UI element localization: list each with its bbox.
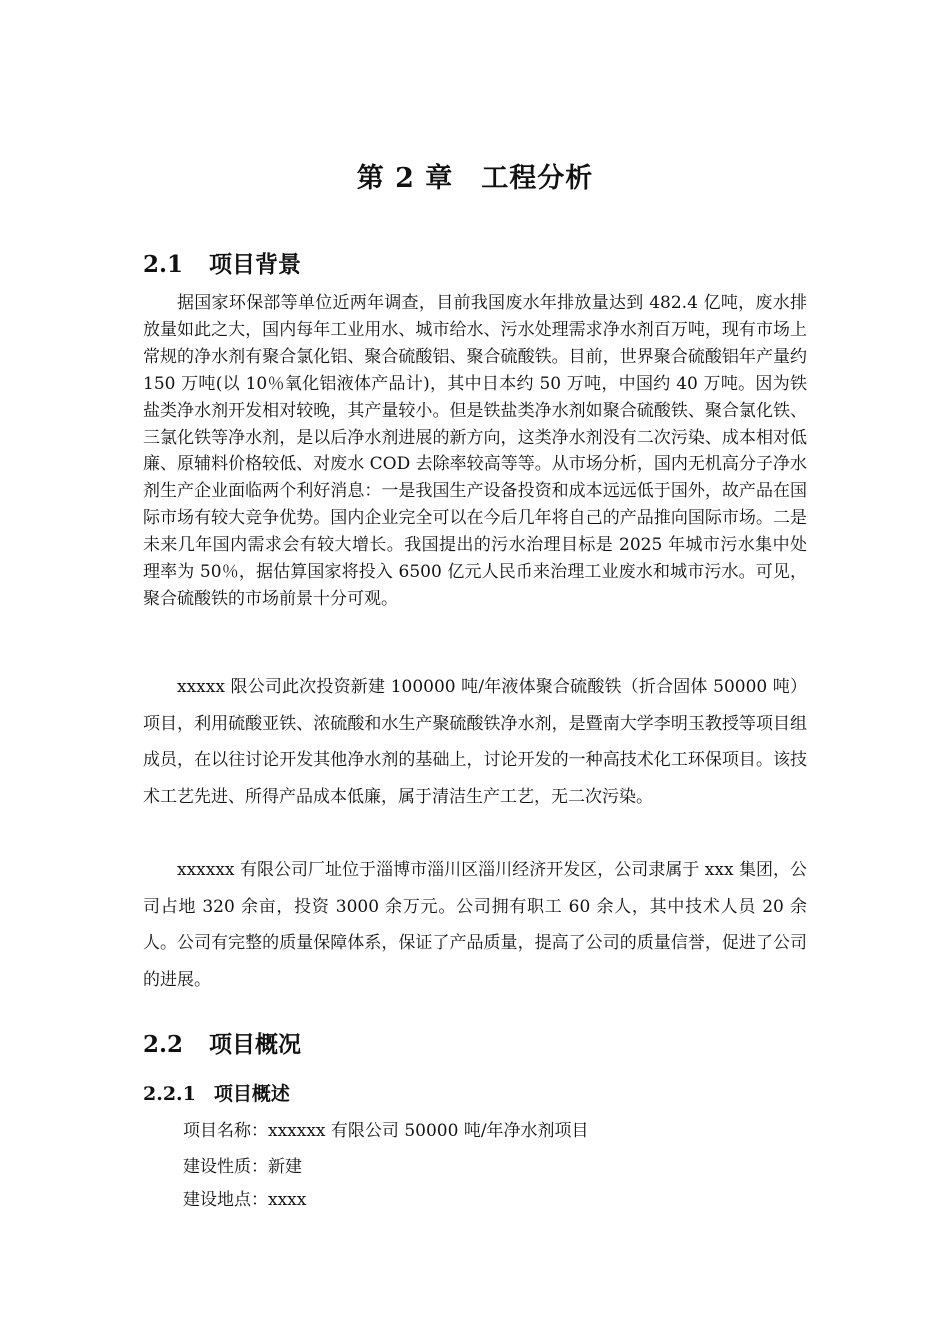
project-name-line: 项目名称：xxxxxx 有限公司 50000 吨/年净水剂项目 <box>183 1121 589 1141</box>
section-title: 项目背景 <box>209 251 302 278</box>
paragraph-project-intro: xxxxx 限公司此次投资新建 100000 吨/年液体聚合硫酸铁（折合固体 50000 吨）项目，利用硫酸亚铁、浓硫酸和水生产聚硫酸铁净水剂，是暨南大学李明玉教授等项目组成员，在以往讨论开发其他净水剂的基础上，讨论开发的一种高技术化工环保项目。该技术工艺先进、所得产品成本低廉，属于清洁生产工艺，无二次污染。 <box>143 677 807 808</box>
subsection-heading-2-2-1 <box>143 1079 290 1106</box>
section-number: 2.2 <box>143 1031 184 1058</box>
chapter-title: 第 2 章 工程分析 <box>356 163 594 194</box>
section-heading-2-1 <box>143 246 301 279</box>
section-heading-2-2 <box>143 1026 301 1059</box>
subsection-title: 项目概述 <box>213 1083 290 1105</box>
section-title: 项目概况 <box>209 1031 302 1058</box>
paragraph-company-intro: xxxxxx 有限公司厂址位于淄博市淄川区淄川经济开发区，公司隶属于 xxx 集团，公司占地 320 余亩，投资 3000 余万元。公司拥有职工 60 余人，其中技术人员 20 余人。公司有完整的质量保障体系，保证了产品质量，提高了公司的质量信誉，促进了公司的进展。 <box>143 860 807 991</box>
construction-nature-line: 建设性质：新建 <box>183 1157 302 1177</box>
section-number: 2.1 <box>143 251 184 278</box>
construction-site-line: 建设地点：xxxx <box>183 1190 307 1210</box>
paragraph-background: 据国家环保部等单位近两年调查，目前我国废水年排放量达到 482.4 亿吨，废水排放量如此之大，国内每年工业用水、城市给水、污水处理需求净水剂百万吨，现有市场上常规的净水剂有聚合氯化铝、聚合硫酸铝、聚合硫酸铁。目前，世界聚合硫酸铝年产量约 150 万吨(以 10％氧化铝液体产品计)，其中日本约 50 万吨，中国约 40 万吨。因为铁盐类净水剂开发相对较晚，其产量较小。但是铁盐类净水剂如聚合硫酸铁、聚合氯化铁、三氯化铁等净水剂，是以后净水剂进展的新方向，这类净水剂没有二次污染、成本相对低廉、原辅料价格较低、对废水 COD 去除率较高等等。从市场分析，国内无机高分子净水剂生产企业面临两个利好消息：一是我国生产设备投资和成本远远低于国外，故产品在国际市场有较大竞争优势。国内企业完全可以在今后几年将自己的产品推向国际市场。二是未来几年国内需求会有较大增长。我国提出的污水治理目标是 2025 年城市污水集中处理率为 50％，据估算国家将投入 6500 亿元人民币来治理工业废水和城市污水。可见，聚合硫酸铁的市场前景十分可观。 <box>143 293 807 609</box>
subsection-number: 2.2.1 <box>143 1083 196 1105</box>
